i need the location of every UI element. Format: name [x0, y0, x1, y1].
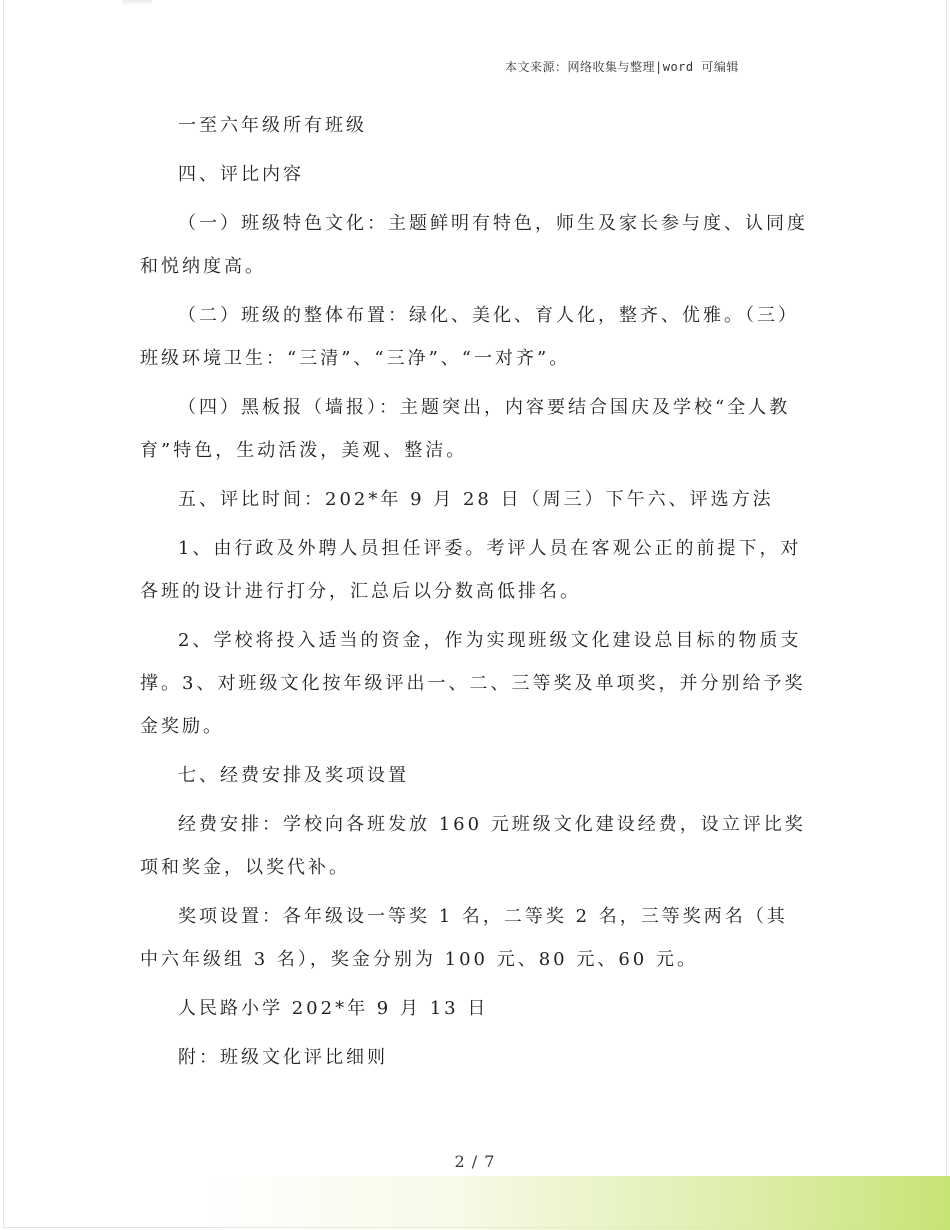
paragraph-funding-awards: 2、学校将投入适当的资金，作为实现班级文化建设总目标的物质支撑。3、对班级文化按年级评出一、二、三等奖及单项奖，并分别给予奖金奖励。 [140, 630, 806, 737]
paragraph-scope: 一至六年级所有班级 [178, 115, 367, 136]
top-edge-shadow [122, 0, 152, 6]
paragraph-budget: 经费安排：学校向各班发放 160 元班级文化建设经费，设立评比奖项和奖金，以奖代补。 [140, 814, 806, 878]
paragraph-class-culture: （一）班级特色文化：主题鲜明有特色，师生及家长参与度、认同度和悦纳度高。 [140, 213, 808, 277]
paragraph-judges: 1、由行政及外聘人员担任评委。考评人员在客观公正的前提下，对各班的设计进行打分，汇总后以分数高低排名。 [140, 538, 802, 602]
paragraph-appendix: 附：班级文化评比细则 [178, 1047, 388, 1068]
source-note: 本文来源：网络收集与整理|word 可编辑 [505, 60, 739, 74]
paragraph-blackboard: （四）黑板报（墙报）：主题突出，内容要结合国庆及学校“全人教育”特色，生动活泼，美观、整洁。 [140, 397, 791, 461]
paragraph-award-settings: 奖项设置：各年级设一等奖 1 名，二等奖 2 名，三等奖两名（其中六年级组 3 名），奖金分别为 100 元、80 元、60 元。 [140, 906, 788, 970]
document-body [140, 104, 808, 1079]
heading-budget-awards: 七、经费安排及奖项设置 [178, 765, 409, 786]
paragraph-signature-date: 人民路小学 202*年 9 月 13 日 [178, 998, 489, 1019]
page-number: 2 / 7 [454, 1152, 496, 1171]
paragraph-layout-hygiene: （二）班级的整体布置：绿化、美化、育人化，整齐、优雅。（三）班级环境卫生：“三清”、“三净”、“一对齐”。 [140, 305, 799, 369]
paragraph-evaluation-time: 五、评比时间：202*年 9 月 28 日（周三）下午六、评选方法 [178, 489, 774, 510]
decorative-footer-band [200, 1176, 950, 1230]
heading-evaluation-content: 四、评比内容 [178, 164, 304, 185]
